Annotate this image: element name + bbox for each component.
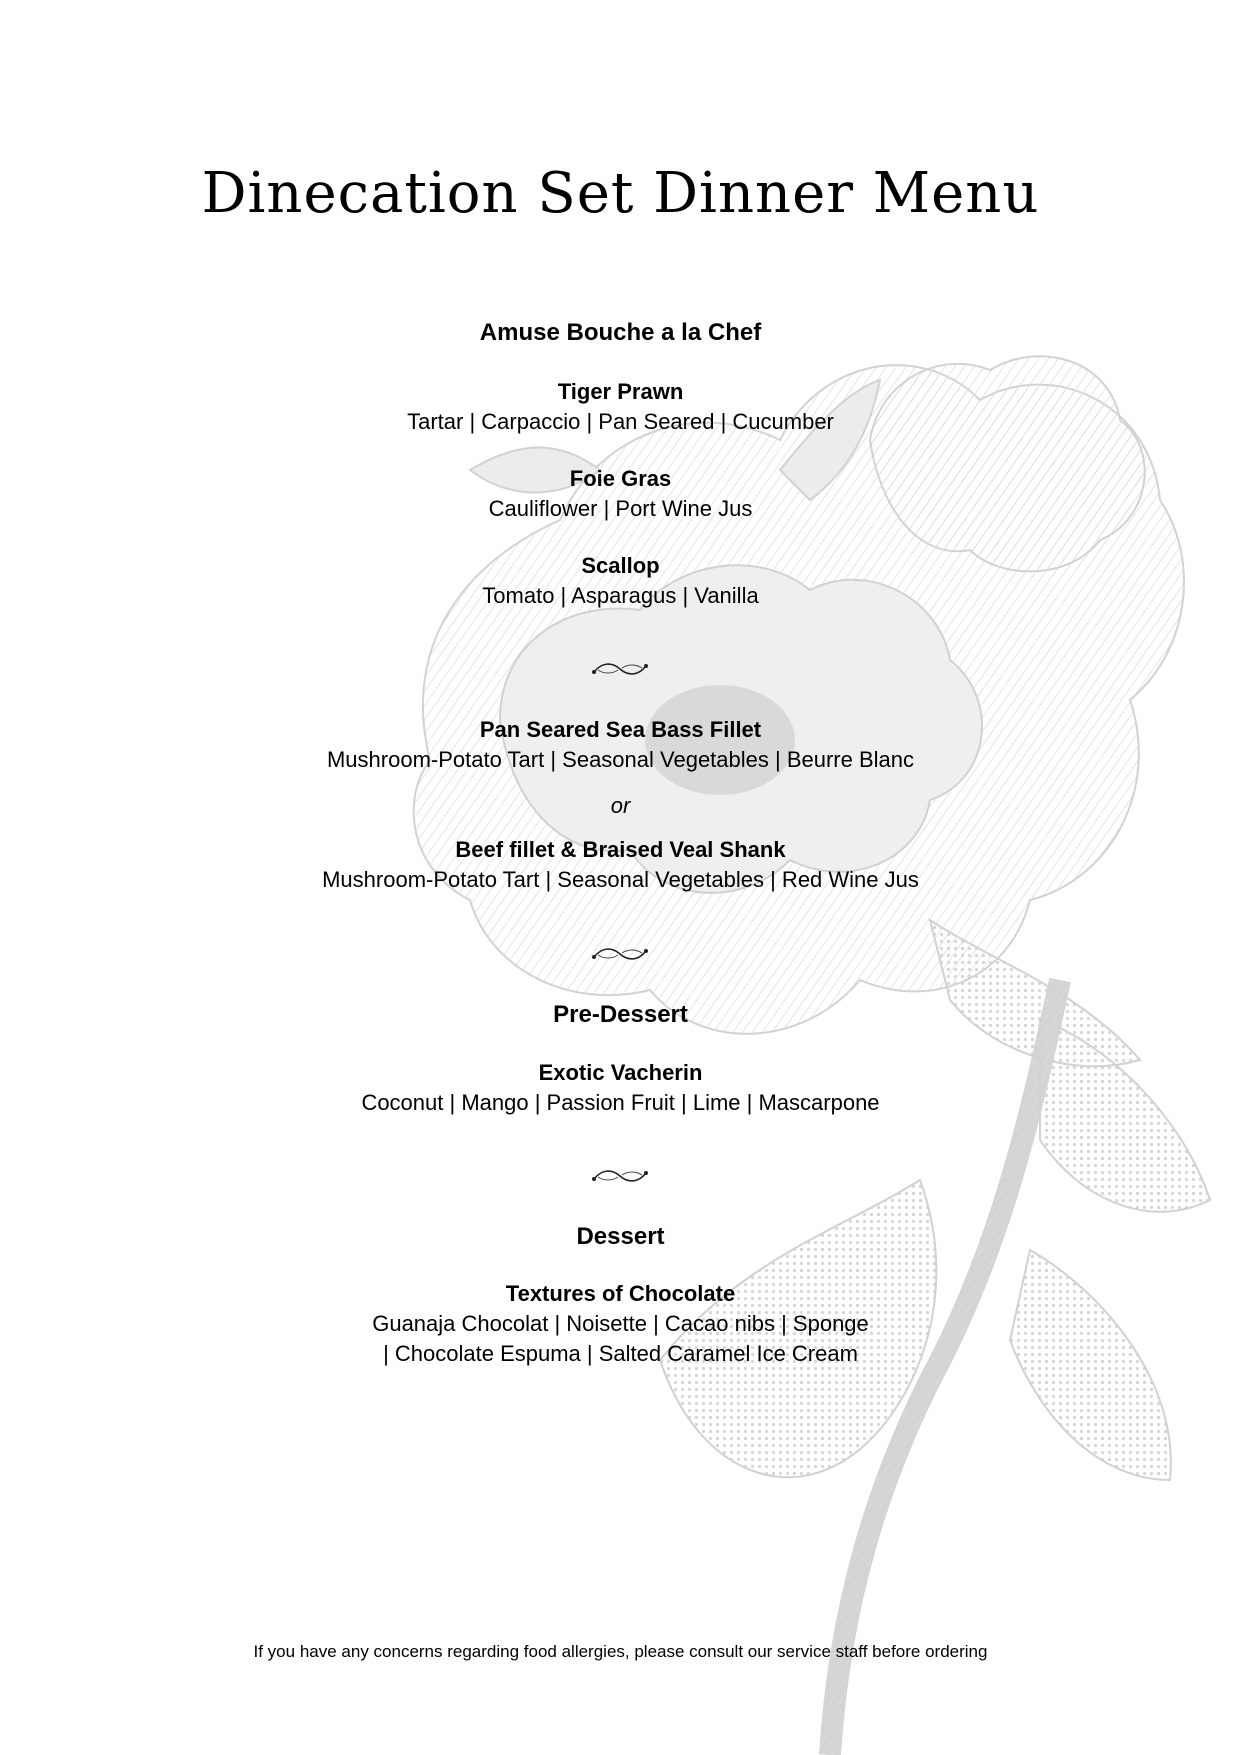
course-heading: Amuse Bouche a la Chef — [479, 319, 762, 346]
flourish-divider-icon — [590, 943, 650, 965]
or-separator: or — [610, 793, 631, 818]
page-title: Dinecation Set Dinner Menu — [201, 160, 1040, 226]
dish-tiger-prawn — [0, 377, 1241, 437]
flourish-divider-icon — [590, 1165, 650, 1187]
dish-name: Foie Gras — [569, 466, 672, 491]
course-heading: Dessert — [576, 1223, 665, 1250]
dish-description: Mushroom-Potato Tart | Seasonal Vegetables | Red Wine Jus — [322, 867, 919, 892]
allergy-notice: If you have any concerns regarding food allergies, please consult our service staff before ordering — [253, 1642, 988, 1661]
course-dessert — [0, 1222, 1241, 1252]
dish-name: Pan Seared Sea Bass Fillet — [479, 717, 762, 742]
dish-description-line-2: | Chocolate Espuma | Salted Caramel Ice Cream — [383, 1341, 858, 1366]
course-heading: Pre-Dessert — [553, 1001, 688, 1028]
dish-name: Exotic Vacherin — [538, 1060, 703, 1085]
dish-name: Tiger Prawn — [557, 379, 684, 404]
course-amuse-bouche — [0, 318, 1241, 348]
dish-scallop — [0, 551, 1241, 611]
dish-exotic-vacherin — [0, 1058, 1241, 1118]
dish-name: Beef fillet & Braised Veal Shank — [455, 837, 786, 862]
dish-textures-of-chocolate — [0, 1279, 1241, 1369]
dish-sea-bass — [0, 715, 1241, 775]
dish-description: Tomato | Asparagus | Vanilla — [482, 583, 759, 608]
dish-name: Scallop — [581, 553, 660, 578]
dish-choice-separator — [0, 791, 1241, 821]
dish-description-line-1: Guanaja Chocolat | Noisette | Cacao nibs | Sponge — [372, 1311, 869, 1336]
dish-description: Mushroom-Potato Tart | Seasonal Vegetables | Beurre Blanc — [326, 747, 915, 772]
dish-description: Tartar | Carpaccio | Pan Seared | Cucumber — [407, 409, 834, 434]
dish-foie-gras — [0, 464, 1241, 524]
dish-description: Coconut | Mango | Passion Fruit | Lime | Mascarpone — [361, 1090, 880, 1115]
course-pre-dessert — [0, 1000, 1241, 1030]
dish-description: Cauliflower | Port Wine Jus — [488, 496, 753, 521]
dish-name: Textures of Chocolate — [505, 1281, 736, 1306]
flourish-divider-icon — [590, 658, 650, 680]
dish-beef-fillet — [0, 835, 1241, 895]
